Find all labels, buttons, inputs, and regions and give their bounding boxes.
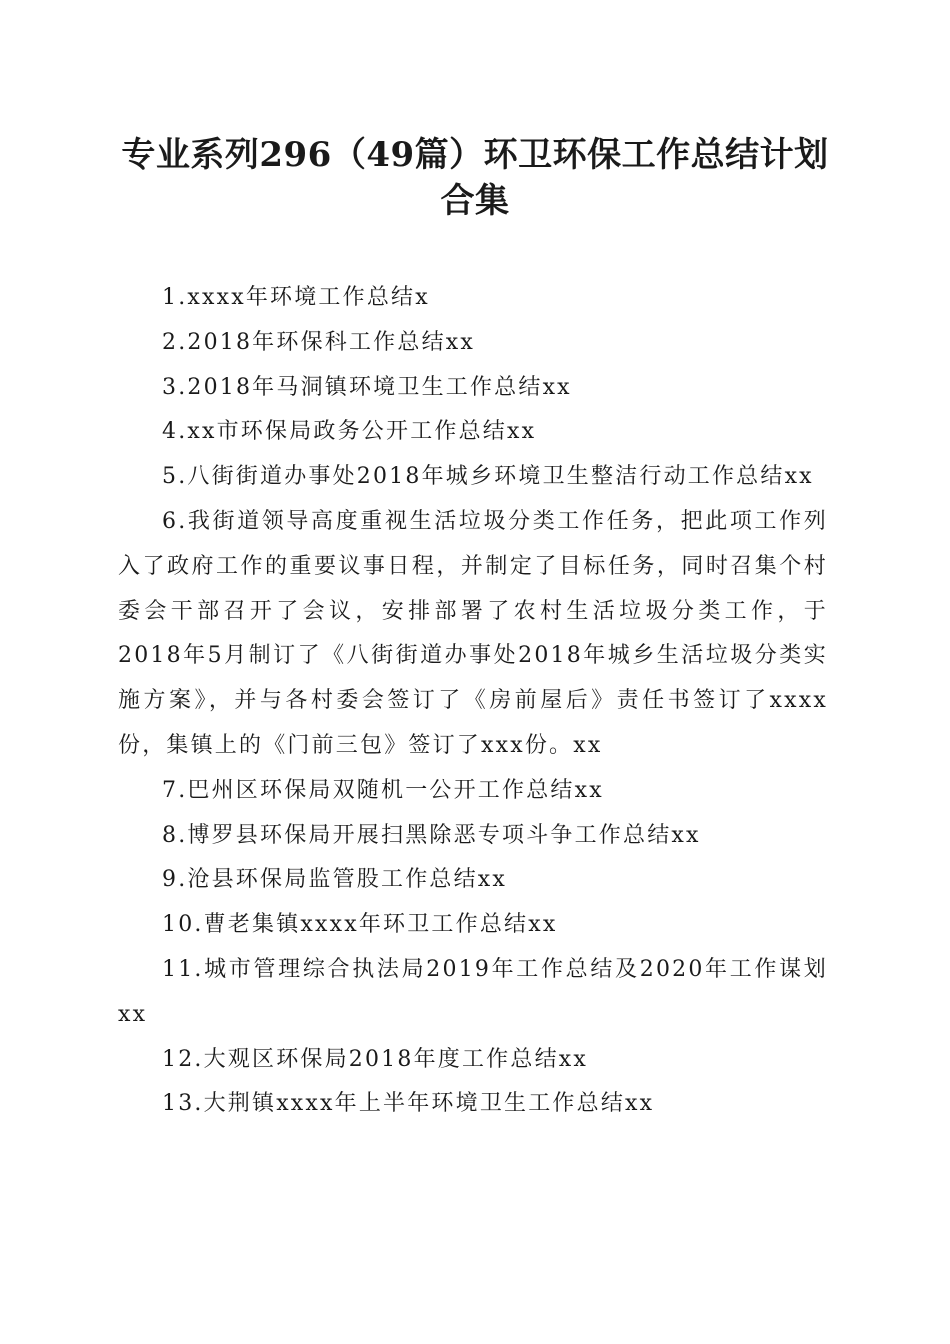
list-item: 5.八街街道办事处2018年城乡环境卫生整洁行动工作总结xx	[162, 464, 814, 490]
list-item: 2.2018年环保科工作总结xx	[162, 329, 475, 355]
list-item: 3.2018年马洞镇环境卫生工作总结xx	[162, 374, 572, 400]
list-item: 8.博罗县环保局开展扫黑除恶专项斗争工作总结xx	[162, 822, 701, 848]
document-body	[118, 276, 828, 1127]
list-item: 7.巴州区环保局双随机一公开工作总结xx	[162, 777, 604, 803]
list-item: 12.大观区环保局2018年度工作总结xx	[162, 1046, 588, 1072]
list-item: 4.xx市环保局政务公开工作总结xx	[162, 419, 537, 445]
list-item: 10.曹老集镇xxxx年环卫工作总结xx	[162, 912, 558, 938]
document-title: 专业系列296（49篇）环卫环保工作总结计划合集	[121, 135, 829, 221]
list-item: 11.城市管理综合执法局2019年工作总结及2020年工作谋划xx	[118, 956, 828, 1027]
list-item: 13.大荆镇xxxx年上半年环境卫生工作总结xx	[162, 1091, 655, 1117]
list-item: 6.我街道领导高度重视生活垃圾分类工作任务，把此项工作列入了政府工作的重要议事日程，并制定了目标任务，同时召集个村委会干部召开了会议，安排部署了农村生活垃圾分类工作，于2018年5月制订了《八街街道办事处2018年城乡生活垃圾分类实施方案》，并与各村委会签订了《房前屋后》责任书签订了xxxx份，集镇上的《门前三包》签订了xxx份。xx	[118, 508, 828, 758]
list-item: 1.xxxx年环境工作总结x	[162, 285, 430, 310]
list-item: 9.沧县环保局监管股工作总结xx	[162, 867, 508, 893]
